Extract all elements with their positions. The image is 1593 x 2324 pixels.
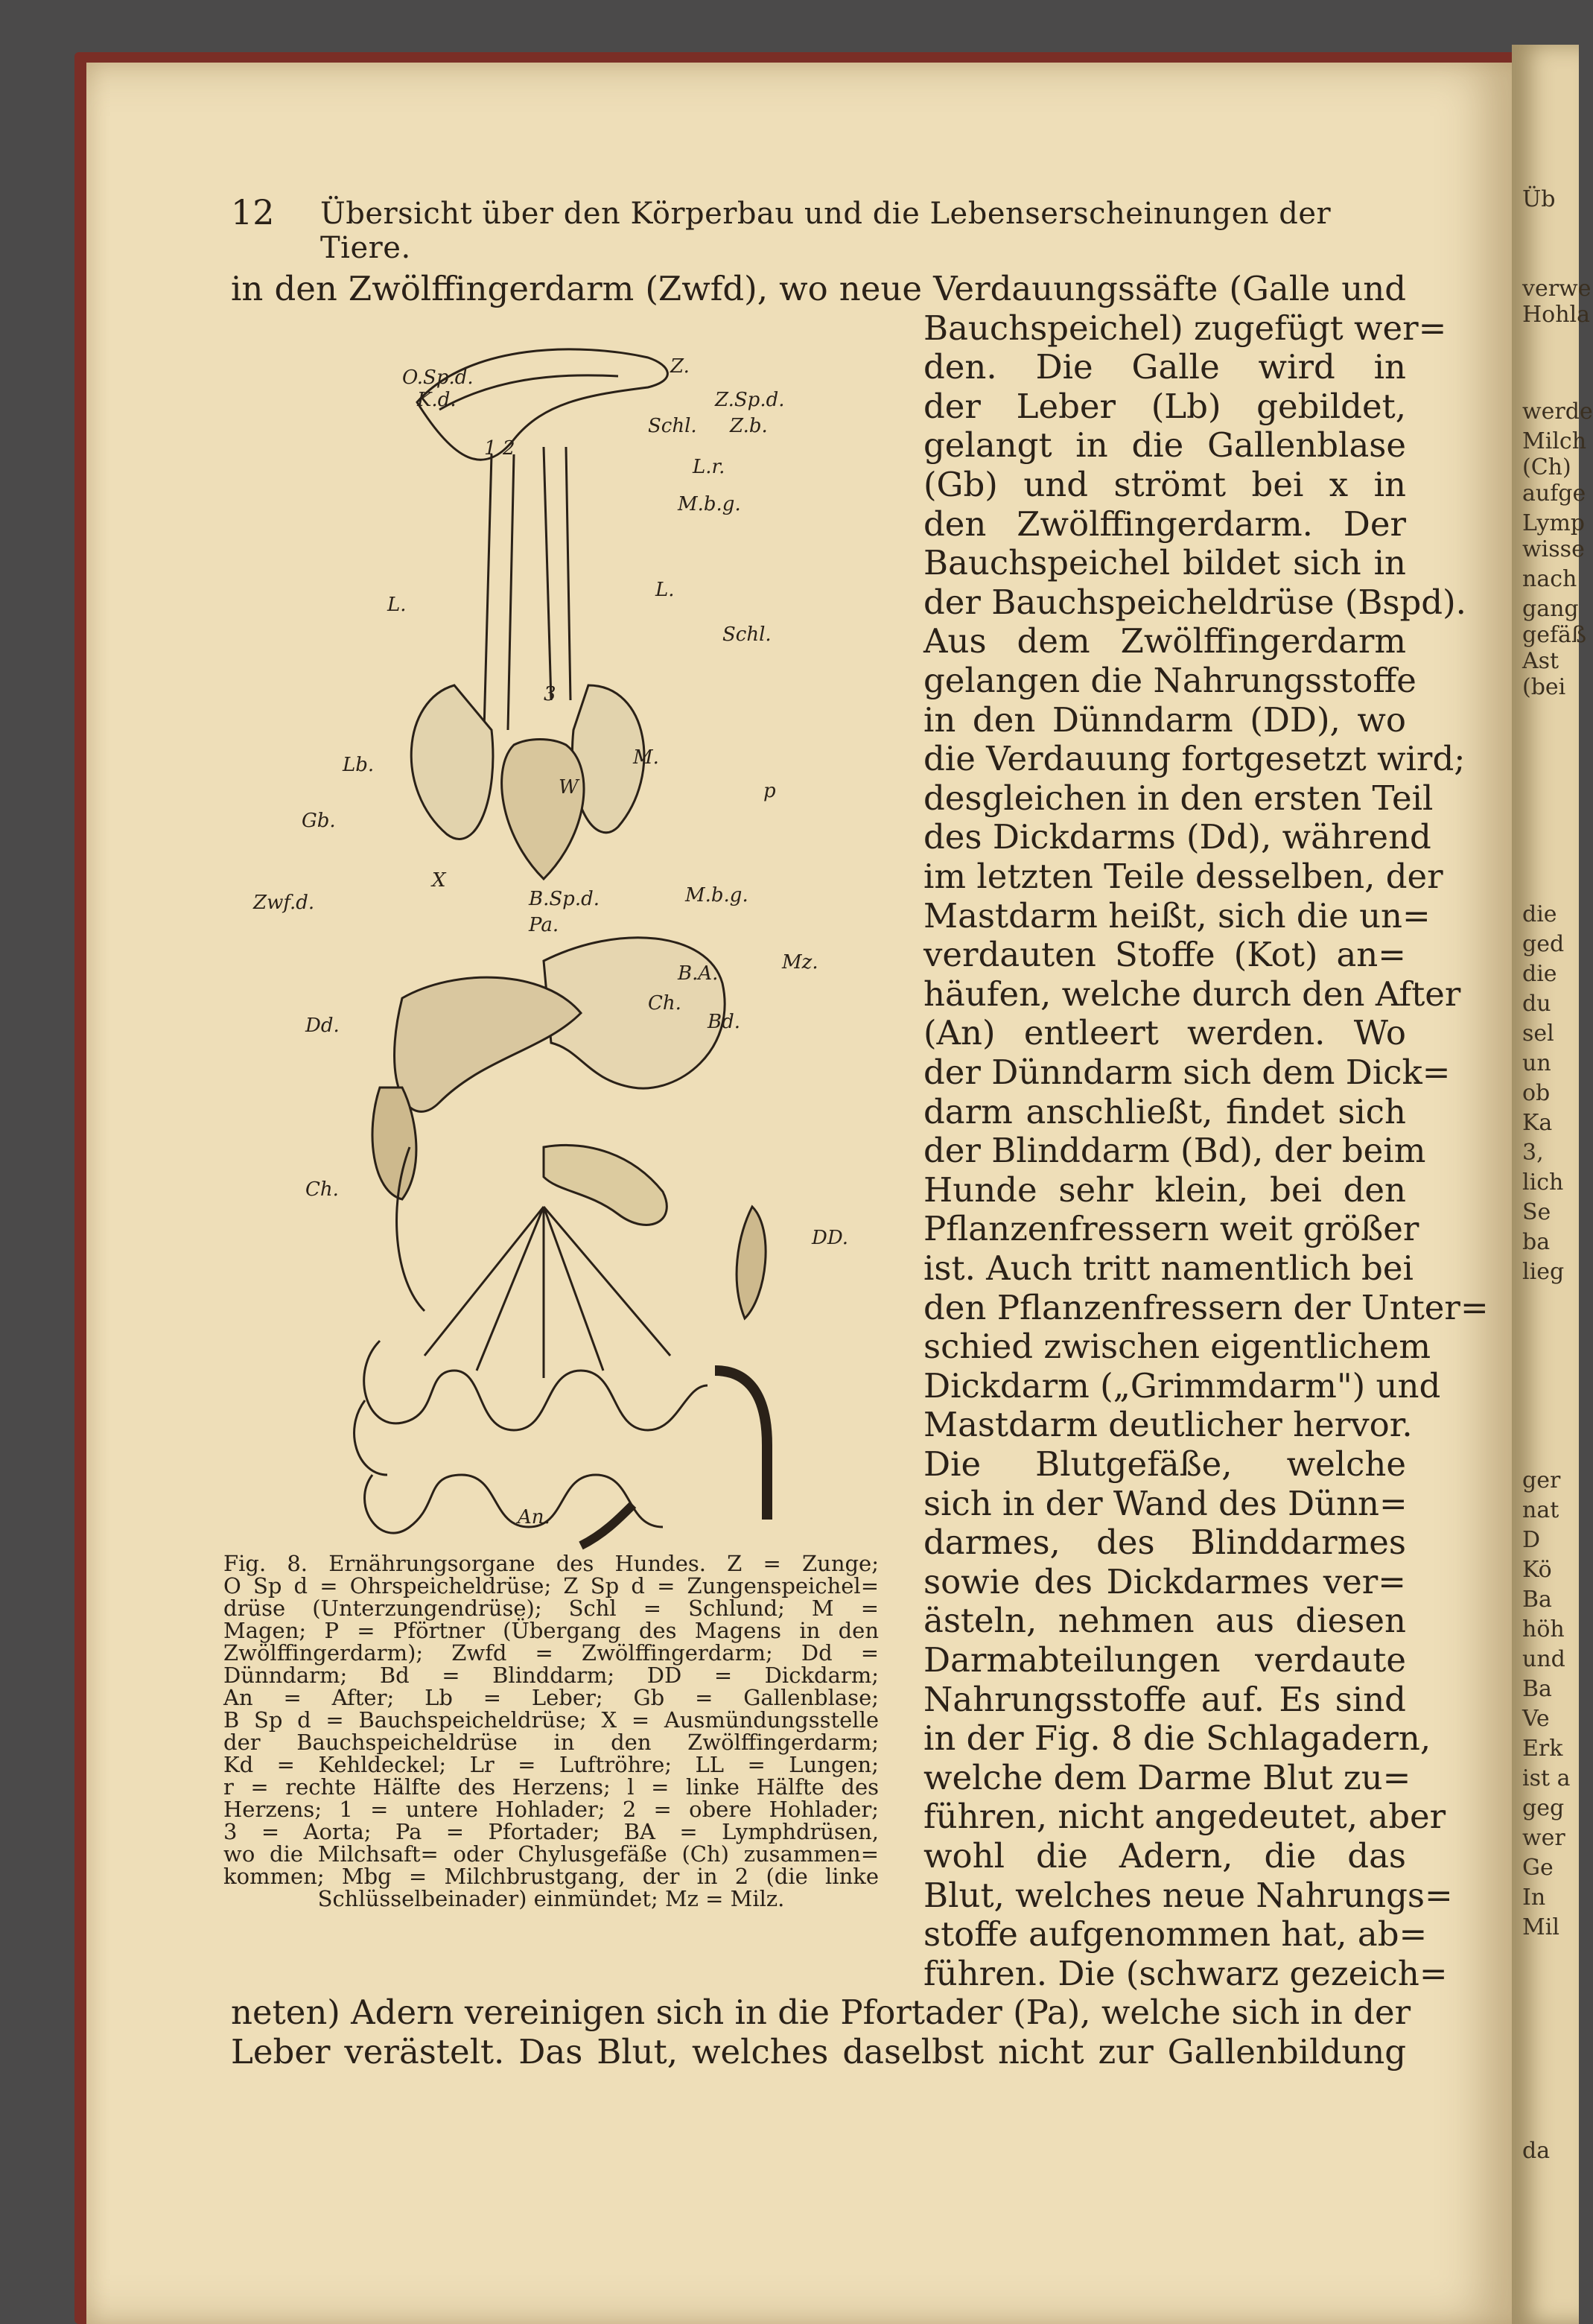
fig-label: p (763, 780, 776, 802)
fig-label: Bd. (708, 1011, 741, 1033)
next-page-fragment: und (1522, 1646, 1565, 1672)
caption-line: der Bauchspeicheldrüse in den Zwölffingerdarm; (223, 1730, 879, 1755)
fig-label: Z. (670, 355, 690, 378)
running-header (231, 192, 1408, 265)
next-page-fragment: sel (1522, 1020, 1554, 1047)
text-line: der Bauchspeicheldrüse (Bspd). (923, 582, 1466, 622)
text-line: neten) Adern vereinigen sich in die Pfortader (Pa), welche sich in der (231, 1993, 1411, 2032)
next-page-fragment: verwe (1522, 276, 1592, 302)
fig-label: Gb. (302, 810, 336, 832)
caption-line: kommen; Mbg = Milchbrustgang, der in 2 (die linke (223, 1864, 879, 1889)
fig-label: L. (655, 579, 675, 601)
next-page-fragment: wisse (1522, 536, 1585, 562)
text-line: führen, nicht angedeutet, aber (923, 1797, 1446, 1836)
fig-label: 2 (503, 437, 515, 460)
next-page-fragment: nat (1522, 1497, 1559, 1523)
fig-label: 1 (484, 437, 497, 460)
next-page-fragment: lich (1522, 1169, 1564, 1196)
text-line: verdauten Stoffe (Kot) an= (923, 935, 1406, 974)
caption-line: B Sp d = Bauchspeicheldrüse; X = Ausmündungsstelle (223, 1707, 879, 1733)
next-page-fragment: die (1522, 961, 1557, 987)
caption-line: Herzens; 1 = untere Hohlader; 2 = obere Hohlader; (223, 1797, 879, 1822)
text-line: Die Blutgefäße, welche (923, 1444, 1406, 1484)
text-line: ist. Auch tritt namentlich bei (923, 1248, 1414, 1288)
fig-label: B.A. (678, 962, 719, 985)
text-line: Blut, welches neue Nahrungs= (923, 1876, 1453, 1915)
text-line: Bauchspeichel) zugefügt wer= (923, 308, 1447, 348)
next-page-fragment: In (1522, 1885, 1546, 1911)
fig-label: W (559, 776, 579, 799)
text-line: häufen, welche durch den After (923, 974, 1461, 1014)
text-line: schied zwischen eigentlichem (923, 1327, 1431, 1366)
caption-line: O Sp d = Ohrspeicheldrüse; Z Sp d = Zungenspeichel= (223, 1573, 879, 1598)
next-page-fragment: Hohla (1522, 302, 1591, 328)
text-line: in den Dünndarm (DD), wo (923, 700, 1406, 740)
caption-line: drüse (Unterzungendrüse); Schl = Schlund; M = (223, 1596, 879, 1621)
caption-line: Zwölffingerdarm); Zwfd = Zwölffingerdarm; Dd = (223, 1640, 879, 1666)
caption-line: An = After; Lb = Leber; Gb = Gallenblase; (223, 1685, 879, 1710)
text-line: der Dünndarm sich dem Dick= (923, 1053, 1451, 1092)
next-page-fragment: Ast (1522, 648, 1559, 674)
text-line: (Gb) und strömt bei x in (923, 465, 1406, 504)
next-page-fragment: ba (1522, 1229, 1551, 1255)
text-line: welche dem Darme Blut zu= (923, 1758, 1411, 1797)
next-page-fragment: werde (1522, 399, 1593, 425)
next-page-fragment: ged (1522, 931, 1565, 957)
caption-line: Fig. 8. Ernährungsorgane des Hundes. Z = Zunge; (223, 1551, 879, 1576)
text-line: Mastdarm deutlicher hervor. (923, 1405, 1413, 1444)
fig-label: Lb. (343, 754, 375, 776)
caption-line: Schlüsselbeinader) einmündet; Mz = Milz. (317, 1886, 785, 1911)
next-page-fragment: (bei (1522, 674, 1566, 700)
fig-label: K.d. (417, 389, 457, 411)
next-page-fragment: Ba (1522, 1676, 1552, 1702)
fig-label: O.Sp.d. (402, 366, 474, 389)
text-line: in der Fig. 8 die Schlagadern, (923, 1718, 1431, 1758)
caption-line: r = rechte Hälfte des Herzens; l = linke Hälfte des (223, 1774, 879, 1800)
next-page-fragment: Üb (1522, 186, 1556, 212)
fig-label: 3 (544, 683, 556, 705)
fig-label: M. (633, 746, 659, 769)
next-page-fragment: lieg (1522, 1259, 1565, 1285)
next-page-fragment: ob (1522, 1080, 1551, 1106)
fig-label: Schl. (648, 415, 697, 437)
figure-digestive-organs (231, 313, 901, 1549)
fig-label: X (432, 869, 446, 892)
next-page-fragment: da (1522, 2138, 1551, 2164)
next-page-fragment: gang (1522, 596, 1579, 622)
text-line: der Leber (Lb) gebildet, (923, 387, 1406, 426)
next-page-fragment: aufge (1522, 480, 1586, 507)
caption-line: Dünndarm; Bd = Blinddarm; DD = Dickdarm; (223, 1663, 879, 1688)
text-line: des Dickdarms (Dd), während (923, 817, 1431, 857)
text-line: den Pflanzenfressern der Unter= (923, 1288, 1489, 1327)
text-line: desgleichen in den ersten Teil (923, 778, 1434, 818)
next-page-fragment: un (1522, 1050, 1551, 1076)
text-line: sich in der Wand des Dünn= (923, 1484, 1408, 1523)
fig-label: Pa. (529, 914, 559, 936)
text-line: Aus dem Zwölffingerdarm (923, 621, 1406, 661)
fig-label: DD. (812, 1227, 849, 1249)
next-page-fragment: (Ch) (1522, 454, 1571, 480)
next-page-fragment: Ba (1522, 1587, 1552, 1613)
fig-label: Zwf.d. (253, 892, 315, 914)
text-line: den Zwölffingerdarm. Der (923, 504, 1406, 544)
fig-label: Mz. (782, 951, 818, 974)
running-title: Übersicht über den Körperbau und die Lebenserscheinungen der Tiere. (320, 197, 1332, 265)
next-page-fragment: Kö (1522, 1557, 1552, 1583)
page-number: 12 (231, 192, 275, 232)
text-line: darm anschließt, findet sich (923, 1092, 1406, 1131)
fig-label: An. (518, 1506, 550, 1528)
next-page-fragment: Erk (1522, 1736, 1563, 1762)
next-page-fragment: Lymp (1522, 510, 1585, 536)
caption-line: Kd = Kehldeckel; Lr = Luftröhre; LL = Lungen; (223, 1752, 879, 1777)
next-page-fragment: nach (1522, 566, 1577, 592)
text-line: darmes, des Blinddarmes (923, 1523, 1406, 1562)
text-line: Dickdarm („Grimmdarm") und (923, 1366, 1441, 1406)
fig-label: L.r. (693, 456, 725, 478)
text-line: ästeln, nehmen aus diesen (923, 1601, 1406, 1640)
text-line: Leber verästelt. Das Blut, welches daselbst nicht zur Gallenbildung (231, 2032, 1406, 2071)
next-page-fragment: Mil (1522, 1914, 1559, 1940)
text-line: Pflanzenfressern weit größer (923, 1209, 1419, 1248)
text-line: gelangt in die Gallenblase (923, 425, 1406, 465)
text-line: den. Die Galle wird in (923, 347, 1406, 387)
caption-line: 3 = Aorta; Pa = Pfortader; BA = Lymphdrüsen, (223, 1819, 879, 1844)
next-page-fragment: wer (1522, 1825, 1565, 1851)
caption-line: wo die Milchsaft= oder Chylusgefäße (Ch) zusammen= (223, 1841, 879, 1867)
text-line: gelangen die Nahrungsstoffe (923, 661, 1416, 700)
next-page-fragment: Se (1522, 1199, 1551, 1225)
fig-label: Ch. (305, 1178, 339, 1201)
next-page-fragment: 3, (1522, 1140, 1544, 1166)
next-page-fragment: geg (1522, 1795, 1565, 1821)
text-line: im letzten Teile desselben, der (923, 857, 1443, 896)
figure-caption (223, 1552, 879, 1910)
next-page-fragment: du (1522, 991, 1551, 1017)
next-page-fragment: gefäß (1522, 622, 1586, 648)
text-line: Darmabteilungen verdaute (923, 1640, 1406, 1680)
fig-label: Schl. (722, 623, 772, 646)
caption-line: Magen; P = Pförtner (Übergang des Magens in den (223, 1618, 879, 1643)
next-page-fragment: D (1522, 1527, 1541, 1553)
next-page-fragment: höh (1522, 1616, 1565, 1642)
fig-label: Ch. (648, 992, 681, 1015)
text-line: Mastdarm heißt, sich die un= (923, 896, 1431, 936)
fig-label: L. (387, 594, 407, 616)
fig-label: Z.b. (730, 415, 768, 437)
text-line: die Verdauung fortgesetzt wird; (923, 739, 1466, 778)
anatomy-illustration (231, 313, 901, 1549)
fig-label: M.b.g. (678, 493, 741, 515)
next-page-fragment: die (1522, 901, 1557, 927)
text-line: wohl die Adern, die das (923, 1836, 1406, 1876)
text-line: Nahrungsstoffe auf. Es sind (923, 1680, 1406, 1719)
fig-label: B.Sp.d. (529, 888, 600, 910)
fig-label: Z.Sp.d. (715, 389, 785, 411)
fig-label: M.b.g. (685, 884, 748, 907)
next-page-fragment: Ka (1522, 1110, 1553, 1136)
next-page-fragment: Ge (1522, 1855, 1554, 1881)
text-line: führen. Die (schwarz gezeich= (923, 1954, 1448, 1993)
next-page-edge (1512, 45, 1593, 2324)
text-line: sowie des Dickdarmes ver= (923, 1562, 1406, 1601)
next-page-fragment: ger (1522, 1467, 1561, 1493)
fig-label: Dd. (305, 1015, 340, 1037)
next-page-fragment: Milch (1522, 428, 1587, 454)
text-line: (An) entleert werden. Wo (923, 1013, 1406, 1053)
next-page-fragment: ist a (1522, 1765, 1571, 1791)
text-line: Hunde sehr klein, bei den (923, 1170, 1406, 1210)
text-line: der Blinddarm (Bd), der beim (923, 1131, 1426, 1170)
text-line: stoffe aufgenommen hat, ab= (923, 1914, 1428, 1954)
text-line: Bauchspeichel bildet sich in (923, 543, 1406, 582)
next-page-fragment: Ve (1522, 1706, 1550, 1732)
figure-labels (252, 355, 848, 1528)
text-line: in den Zwölffingerdarm (Zwfd), wo neue Verdauungssäfte (Galle und (231, 269, 1406, 308)
